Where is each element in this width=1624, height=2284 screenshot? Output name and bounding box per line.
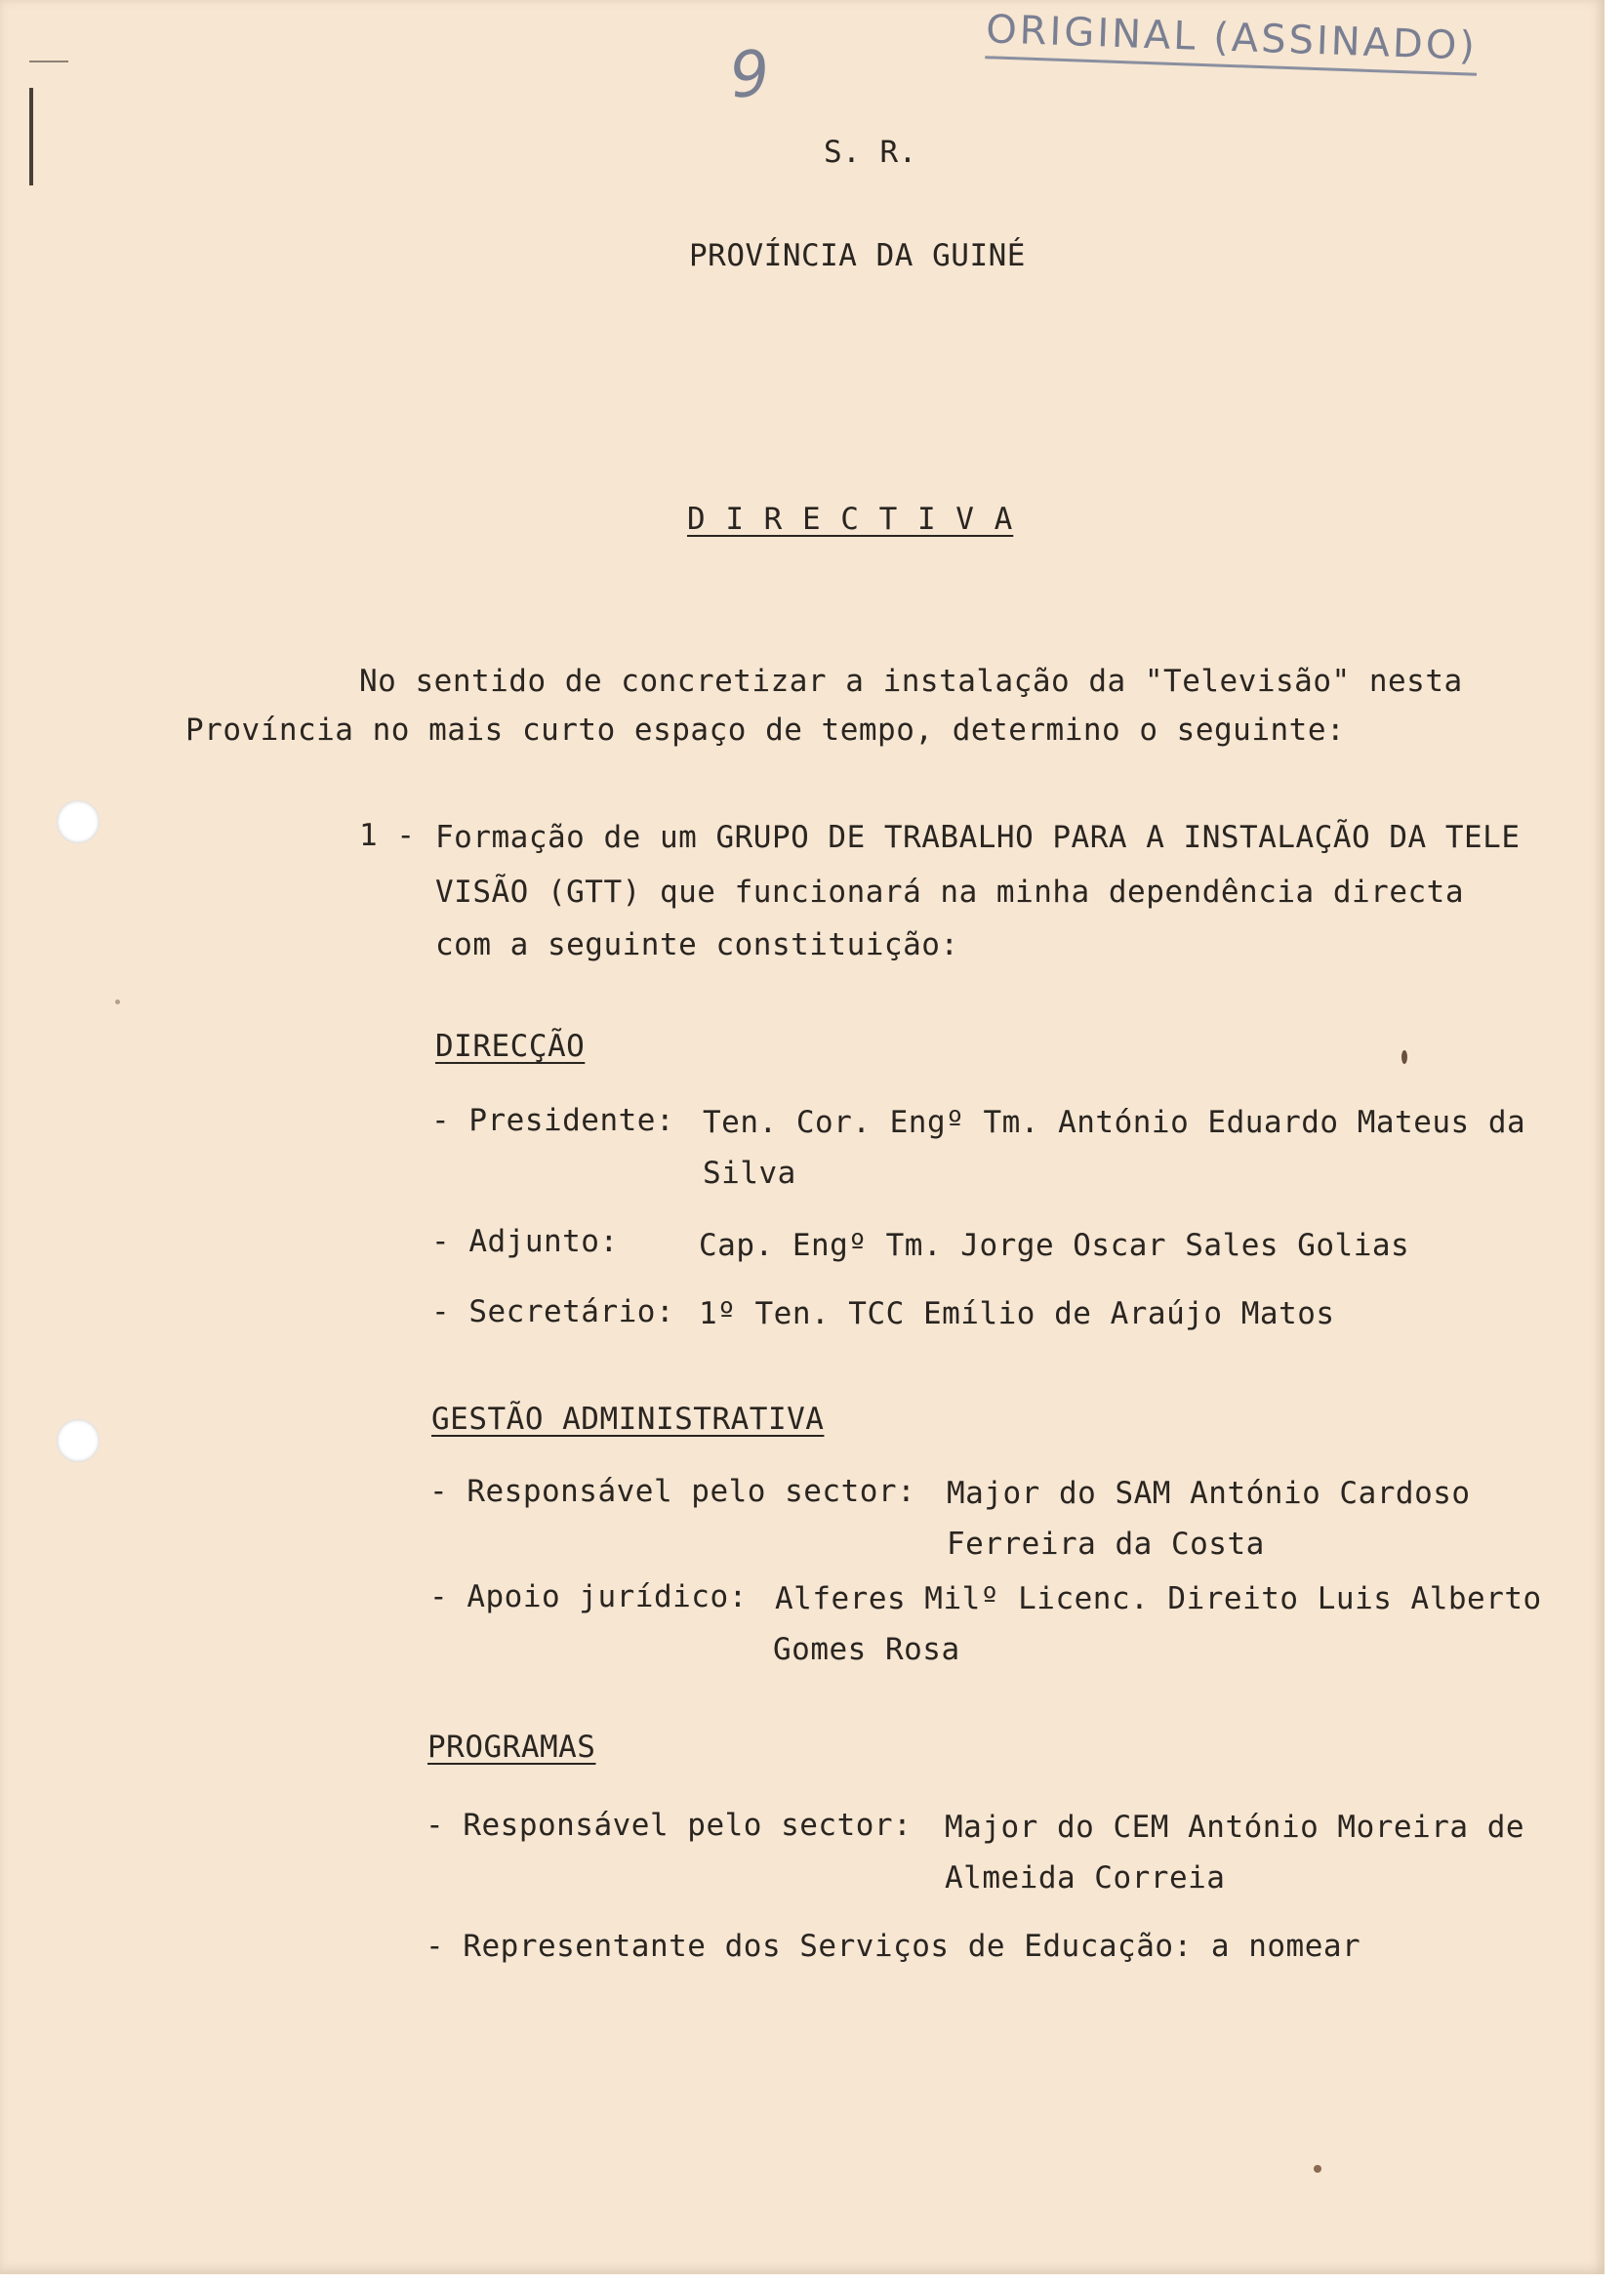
presidente-value: Ten. Cor. Engº Tm. António Eduardo Mateus da (703, 1105, 1526, 1140)
item-number: 1 - (359, 818, 416, 853)
punch-hole-top (57, 800, 100, 843)
paper-speck (115, 999, 120, 1004)
secretario-value: 1º Ten. TCC Emílio de Araújo Matos (699, 1296, 1335, 1331)
representante-line: - Representante dos Serviços de Educação: a nomear (426, 1929, 1361, 1964)
province-header: PROVÍNCIA DA GUINÉ (689, 238, 1026, 273)
sr-header: S. R. (824, 135, 917, 170)
direccao-heading: DIRECÇÃO (435, 1029, 586, 1064)
programas-responsavel-label: - Responsável pelo sector: (426, 1808, 913, 1843)
adjunto-label: - Adjunto: (431, 1224, 619, 1259)
apoio-value-cont: Gomes Rosa (773, 1632, 960, 1667)
paper-speck (1401, 1050, 1407, 1064)
paper-speck (1314, 2165, 1321, 2173)
document-title: D I R E C T I V A (687, 502, 1014, 537)
gestao-heading: GESTÃO ADMINISTRATIVA (431, 1402, 825, 1437)
intro-line-1: No sentido de concretizar a instalação da "Televisão" nesta (359, 664, 1463, 699)
margin-mark (29, 88, 33, 185)
presidente-value-cont: Silva (703, 1156, 796, 1191)
presidente-label: - Presidente: (431, 1103, 675, 1138)
programas-heading: PROGRAMAS (427, 1730, 596, 1765)
item1-line-3: com a seguinte constituição: (435, 927, 959, 962)
programas-responsavel-value: Major do CEM António Moreira de (945, 1810, 1525, 1845)
adjunto-value: Cap. Engº Tm. Jorge Oscar Sales Golias (699, 1228, 1410, 1263)
gestao-responsavel-value: Major do SAM António Cardoso (947, 1476, 1471, 1511)
item1-line-2: VISÃO (GTT) que funcionará na minha dependência directa (435, 875, 1464, 910)
programas-responsavel-value-cont: Almeida Correia (945, 1860, 1226, 1896)
punch-hole-bottom (57, 1419, 100, 1462)
gestao-responsavel-value-cont: Ferreira da Costa (947, 1527, 1265, 1562)
gestao-responsavel-label: - Responsável pelo sector: (429, 1474, 916, 1509)
apoio-label: - Apoio jurídico: (429, 1579, 748, 1614)
intro-line-2: Província no mais curto espaço de tempo, determino o seguinte: (185, 713, 1346, 748)
apoio-value: Alferes Milº Licenc. Direito Luis Alberto (775, 1581, 1542, 1616)
handwritten-page-number: 9 (726, 37, 774, 113)
item1-line-1: Formação de um GRUPO DE TRABALHO PARA A INSTALAÇÃO DA TELE (435, 820, 1521, 855)
handwritten-original-note: ORIGINAL (ASSINADO) (985, 7, 1478, 76)
margin-dash (29, 61, 68, 62)
secretario-label: - Secretário: (431, 1294, 675, 1329)
